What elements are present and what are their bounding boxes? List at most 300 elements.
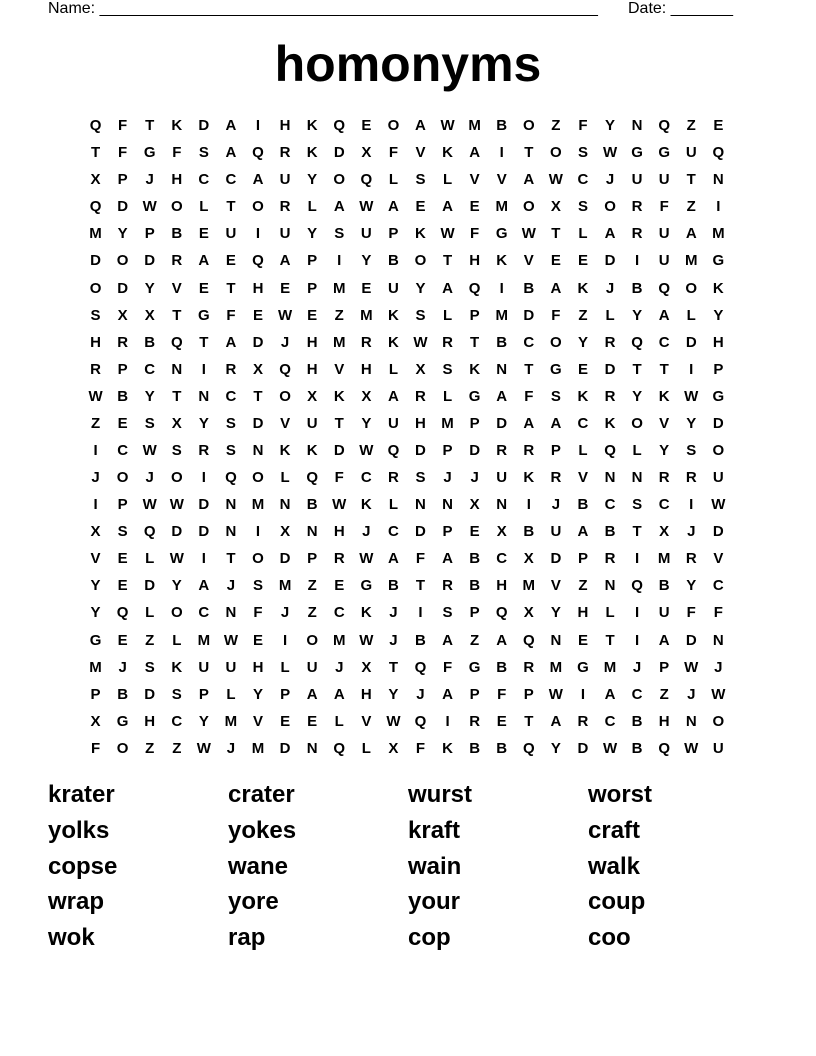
grid-letter: R — [604, 550, 616, 568]
word-list-item: crater — [228, 781, 295, 808]
word-list-item: rap — [228, 924, 266, 952]
grid-letter: P — [550, 441, 561, 459]
grid-letter: T — [172, 387, 182, 405]
grid-letter: K — [306, 117, 318, 135]
grid-letter: Y — [713, 306, 724, 324]
grid-letter: Y — [686, 414, 697, 432]
grid-letter: N — [712, 171, 724, 189]
grid-letter: O — [712, 712, 725, 730]
grid-letter: T — [632, 523, 642, 541]
grid-letter: Y — [90, 604, 101, 622]
grid-letter: B — [496, 117, 508, 135]
grid-letter: E — [415, 198, 426, 216]
grid-letter: M — [685, 252, 698, 270]
grid-letter: Q — [522, 631, 535, 649]
grid-letter: T — [172, 306, 182, 324]
grid-letter: P — [117, 171, 128, 189]
grid-letter: W — [440, 225, 455, 243]
grid-letter: T — [415, 577, 426, 595]
grid-letter: D — [685, 333, 697, 351]
grid-letter: V — [171, 279, 182, 297]
grid-letter: H — [279, 117, 291, 135]
word-list-item: wane — [228, 852, 289, 880]
grid-letter: Z — [334, 306, 344, 324]
word-list-item: craft — [588, 816, 641, 844]
grid-letter: N — [252, 441, 264, 459]
grid-letter: G — [468, 658, 481, 676]
grid-letter: T — [253, 387, 263, 405]
grid-letter: S — [415, 171, 426, 189]
grid-letter: C — [198, 171, 210, 189]
grid-letter: X — [469, 496, 480, 514]
grid-letter: A — [442, 198, 453, 216]
grid-letter: O — [712, 441, 725, 459]
grid-letter: A — [442, 631, 453, 649]
grid-letter: X — [523, 550, 534, 568]
grid-letter: A — [198, 252, 210, 270]
grid-letter: H — [333, 523, 345, 541]
grid-letter: M — [332, 631, 346, 649]
grid-letter: Y — [632, 387, 643, 405]
grid-letter: N — [415, 496, 426, 514]
grid-letter: B — [523, 279, 535, 297]
grid-letter: D — [90, 252, 101, 270]
grid-letter: I — [418, 604, 423, 622]
grid-letter: B — [496, 658, 508, 676]
grid-letter: M — [224, 712, 238, 730]
grid-letter: O — [252, 198, 264, 216]
grid-letter: K — [360, 604, 372, 622]
grid-letter: W — [223, 631, 239, 649]
word-list-item: yolks — [48, 816, 110, 844]
grid-letter: K — [469, 360, 481, 378]
grid-letter: W — [386, 712, 401, 730]
grid-letter: R — [198, 441, 210, 459]
grid-letter: M — [197, 631, 211, 649]
grid-letter: X — [171, 414, 182, 432]
grid-letter: W — [359, 550, 374, 568]
grid-letter: S — [415, 469, 426, 487]
grid-letter: J — [145, 469, 154, 487]
grid-letter: U — [279, 225, 291, 243]
grid-letter: V — [469, 171, 480, 189]
grid-letter: I — [283, 631, 288, 649]
grid-letter: M — [332, 279, 346, 297]
grid-letter: P — [713, 360, 724, 378]
grid-letter: F — [388, 144, 398, 162]
grid-letter: L — [226, 685, 236, 703]
grid-letter: C — [171, 712, 183, 730]
grid-letter: T — [145, 117, 155, 135]
grid-letter: F — [415, 550, 426, 568]
grid-letter: F — [118, 117, 128, 135]
name-field: Name: ________________________________________________________ — [48, 0, 598, 17]
grid-letter: Q — [306, 469, 318, 487]
grid-letter: O — [550, 144, 562, 162]
grid-letter: Y — [307, 171, 318, 189]
grid-letter: N — [712, 631, 724, 649]
grid-letter: B — [658, 577, 670, 595]
grid-letter: S — [225, 414, 236, 432]
grid-letter: K — [577, 387, 589, 405]
grid-letter: X — [659, 523, 670, 541]
grid-letter: W — [521, 225, 536, 243]
grid-letter: G — [360, 577, 373, 595]
grid-letter: K — [360, 496, 372, 514]
grid-letter: T — [659, 360, 669, 378]
grid-letter: P — [90, 685, 101, 703]
grid-letter: G — [631, 144, 643, 162]
grid-letter: P — [307, 279, 318, 297]
grid-letter: F — [578, 117, 588, 135]
grid-letter: U — [387, 279, 399, 297]
grid-letter: I — [716, 198, 721, 216]
word-list-item: cop — [408, 924, 451, 952]
grid-letter: J — [605, 171, 615, 189]
grid-letter: C — [387, 523, 399, 541]
grid-letter: G — [198, 306, 210, 324]
grid-letter: B — [117, 685, 129, 703]
grid-letter: M — [89, 225, 102, 243]
grid-letter: X — [307, 387, 318, 405]
grid-letter: L — [605, 306, 615, 324]
grid-letter: T — [226, 198, 236, 216]
grid-letter: Y — [550, 604, 561, 622]
grid-letter: P — [442, 523, 453, 541]
grid-letter: S — [144, 414, 155, 432]
grid-letter: W — [440, 117, 455, 135]
grid-letter: E — [117, 414, 128, 432]
grid-letter: A — [550, 279, 562, 297]
grid-letter: X — [90, 712, 101, 730]
grid-letter: Z — [307, 577, 317, 595]
grid-letter: R — [523, 441, 535, 459]
grid-letter: Y — [361, 252, 372, 270]
grid-letter: O — [604, 198, 616, 216]
grid-letter: R — [577, 712, 589, 730]
grid-letter: J — [362, 523, 371, 541]
grid-letter: D — [144, 685, 156, 703]
grid-letter: W — [711, 496, 726, 514]
grid-letter: W — [332, 496, 347, 514]
grid-letter: Y — [144, 279, 155, 297]
grid-letter: P — [388, 225, 399, 243]
grid-letter: L — [307, 198, 317, 216]
grid-letter: N — [631, 117, 643, 135]
grid-letter: N — [306, 739, 318, 757]
grid-letter: W — [413, 333, 428, 351]
grid-letter: T — [605, 631, 615, 649]
grid-letter: L — [145, 604, 155, 622]
grid-letter: Y — [117, 225, 128, 243]
grid-letter: S — [415, 306, 426, 324]
grid-letter: V — [415, 144, 426, 162]
grid-letter: C — [631, 685, 643, 703]
grid-letter: F — [118, 144, 128, 162]
grid-letter: R — [171, 252, 183, 270]
grid-letter: E — [469, 523, 480, 541]
grid-letter: N — [550, 631, 562, 649]
grid-letter: M — [657, 550, 671, 568]
grid-letter: L — [632, 441, 642, 459]
grid-letter: D — [415, 523, 426, 541]
grid-letter: L — [361, 739, 371, 757]
grid-letter: A — [604, 685, 616, 703]
grid-letter: X — [90, 171, 101, 189]
grid-letter: Q — [658, 279, 671, 297]
grid-letter: C — [144, 360, 156, 378]
grid-letter: B — [523, 523, 535, 541]
grid-letter: P — [307, 550, 318, 568]
grid-letter: A — [685, 225, 697, 243]
grid-letter: M — [549, 658, 563, 676]
grid-letter: I — [580, 685, 586, 703]
grid-letter: R — [469, 712, 481, 730]
word-list-item: your — [408, 888, 461, 916]
grid-letter: D — [685, 631, 697, 649]
grid-letter: W — [169, 550, 184, 568]
grid-letter: C — [523, 333, 535, 351]
grid-letter: V — [253, 712, 264, 730]
grid-letter: D — [604, 252, 616, 270]
grid-letter: R — [631, 225, 643, 243]
grid-letter: Q — [414, 658, 427, 676]
grid-letter: F — [226, 306, 236, 324]
grid-letter: M — [251, 496, 265, 514]
grid-letter: W — [169, 496, 184, 514]
grid-letter: N — [306, 523, 318, 541]
grid-letter: B — [631, 739, 643, 757]
grid-letter: C — [712, 577, 724, 595]
grid-letter: U — [360, 225, 372, 243]
grid-letter: I — [337, 252, 342, 270]
grid-letter: E — [334, 577, 345, 595]
grid-letter: I — [201, 469, 206, 487]
grid-letter: K — [415, 225, 426, 243]
grid-letter: W — [88, 387, 103, 405]
grid-letter: C — [198, 604, 210, 622]
grid-letter: K — [306, 144, 318, 162]
grid-letter: O — [252, 469, 264, 487]
grid-letter: Z — [90, 414, 101, 432]
grid-letter: O — [170, 469, 183, 487]
grid-letter: Q — [252, 252, 264, 270]
grid-letter: D — [577, 739, 589, 757]
grid-letter: J — [389, 631, 398, 649]
grid-letter: E — [577, 360, 588, 378]
grid-letter: A — [306, 685, 318, 703]
word-list-item: krater — [48, 781, 115, 808]
grid-letter: M — [603, 658, 617, 676]
grid-letter: I — [499, 144, 504, 162]
grid-letter: W — [684, 658, 699, 676]
grid-letter: H — [469, 252, 481, 270]
grid-letter: E — [496, 712, 507, 730]
grid-letter: W — [684, 387, 699, 405]
grid-letter: A — [387, 550, 399, 568]
grid-letter: D — [144, 577, 156, 595]
grid-letter: Y — [144, 387, 155, 405]
grid-letter: A — [469, 144, 481, 162]
grid-letter: E — [280, 279, 291, 297]
grid-letter: O — [550, 333, 562, 351]
grid-letter: F — [172, 144, 182, 162]
grid-letter: Z — [470, 631, 480, 649]
grid-letter: Z — [686, 117, 696, 135]
grid-letter: S — [632, 496, 643, 514]
grid-letter: C — [658, 333, 670, 351]
grid-letter: X — [90, 523, 101, 541]
grid-letter: L — [605, 604, 615, 622]
grid-letter: K — [604, 414, 616, 432]
grid-letter: N — [604, 577, 616, 595]
word-list-item: wok — [48, 924, 95, 952]
grid-letter: R — [523, 658, 535, 676]
grid-letter: O — [252, 550, 264, 568]
grid-letter: A — [496, 631, 508, 649]
grid-letter: A — [550, 712, 562, 730]
grid-letter: X — [550, 198, 561, 216]
grid-letter: J — [687, 685, 696, 703]
grid-letter: Y — [361, 414, 372, 432]
grid-letter: K — [387, 306, 399, 324]
grid-letter: V — [496, 171, 507, 189]
grid-letter: L — [388, 360, 398, 378]
grid-letter: V — [90, 550, 101, 568]
grid-letter: S — [686, 441, 697, 459]
grid-letter: F — [497, 685, 507, 703]
grid-letter: D — [712, 523, 724, 541]
grid-letter: B — [117, 387, 129, 405]
grid-letter: G — [89, 631, 102, 649]
grid-letter: S — [577, 198, 588, 216]
grid-letter: P — [280, 685, 291, 703]
grid-letter: B — [631, 279, 643, 297]
grid-letter: K — [171, 658, 183, 676]
grid-letter: M — [468, 117, 481, 135]
grid-letter: F — [686, 604, 696, 622]
grid-letter: T — [388, 658, 398, 676]
grid-letter: Q — [116, 604, 129, 622]
grid-letter: H — [144, 712, 156, 730]
word-list-item: wain — [408, 852, 462, 880]
grid-letter: D — [198, 523, 210, 541]
grid-letter: Z — [551, 117, 561, 135]
page-title: homonyms — [274, 36, 542, 92]
grid-letter: M — [278, 577, 292, 595]
grid-letter: Y — [659, 441, 670, 459]
grid-letter: T — [226, 279, 236, 297]
grid-letter: N — [225, 523, 237, 541]
grid-letter: D — [144, 252, 156, 270]
grid-letter: K — [712, 279, 724, 297]
grid-letter: D — [415, 441, 426, 459]
grid-letter: L — [442, 171, 453, 189]
grid-letter: B — [469, 739, 481, 757]
grid-letter: N — [279, 496, 291, 514]
grid-letter: P — [117, 496, 128, 514]
grid-letter: A — [442, 279, 453, 297]
grid-letter: B — [469, 577, 481, 595]
grid-letter: F — [253, 604, 263, 622]
grid-letter: I — [499, 279, 504, 297]
grid-letter: C — [360, 469, 372, 487]
grid-letter: U — [712, 739, 724, 757]
grid-letter: L — [686, 306, 696, 324]
grid-letter: Q — [279, 360, 291, 378]
grid-letter: U — [658, 252, 670, 270]
grid-letter: M — [522, 577, 536, 595]
grid-letter: P — [659, 658, 670, 676]
grid-letter: W — [548, 171, 563, 189]
grid-letter: R — [279, 144, 291, 162]
grid-letter: L — [280, 469, 290, 487]
grid-letter: P — [469, 604, 480, 622]
grid-letter: T — [524, 144, 534, 162]
grid-letter: N — [496, 360, 508, 378]
grid-letter: I — [689, 496, 694, 514]
grid-letter: J — [280, 333, 290, 351]
grid-letter: B — [496, 333, 508, 351]
grid-letter: X — [415, 360, 426, 378]
grid-letter: R — [631, 198, 643, 216]
grid-letter: F — [334, 469, 344, 487]
grid-letter: D — [252, 414, 264, 432]
grid-letter: S — [171, 441, 182, 459]
grid-letter: J — [280, 604, 290, 622]
grid-letter: D — [198, 117, 210, 135]
grid-letter: A — [387, 387, 399, 405]
worksheet-header — [48, 0, 748, 20]
grid-letter: X — [117, 306, 128, 324]
grid-letter: R — [604, 387, 616, 405]
grid-letter: K — [658, 387, 670, 405]
grid-letter: O — [387, 117, 400, 135]
grid-letter: H — [306, 360, 318, 378]
grid-letter: D — [198, 496, 210, 514]
grid-letter: Z — [145, 631, 155, 649]
grid-letter: Q — [522, 739, 535, 757]
grid-letter: H — [658, 712, 670, 730]
grid-letter: U — [658, 604, 670, 622]
grid-letter: U — [685, 144, 697, 162]
grid-letter: A — [225, 117, 237, 135]
grid-letter: T — [442, 252, 453, 270]
grid-letter: O — [170, 198, 183, 216]
grid-letter: M — [360, 306, 373, 324]
grid-letter: K — [279, 441, 291, 459]
grid-letter: T — [199, 333, 209, 351]
word-list-item: coo — [588, 924, 631, 952]
grid-letter: L — [442, 387, 453, 405]
grid-letter: D — [469, 441, 481, 459]
grid-letter: S — [334, 225, 345, 243]
grid-letter: E — [253, 306, 264, 324]
grid-letter: O — [116, 739, 129, 757]
grid-letter: I — [255, 117, 261, 135]
grid-letter: R — [117, 333, 129, 351]
grid-letter: F — [659, 198, 669, 216]
grid-letter: R — [685, 550, 697, 568]
grid-letter: M — [495, 198, 508, 216]
grid-letter: N — [631, 469, 643, 487]
grid-letter: I — [201, 360, 206, 378]
grid-letter: Q — [89, 198, 102, 216]
grid-letter: J — [226, 577, 236, 595]
grid-letter: P — [442, 441, 453, 459]
grid-letter: E — [198, 279, 209, 297]
grid-letter: H — [252, 279, 264, 297]
